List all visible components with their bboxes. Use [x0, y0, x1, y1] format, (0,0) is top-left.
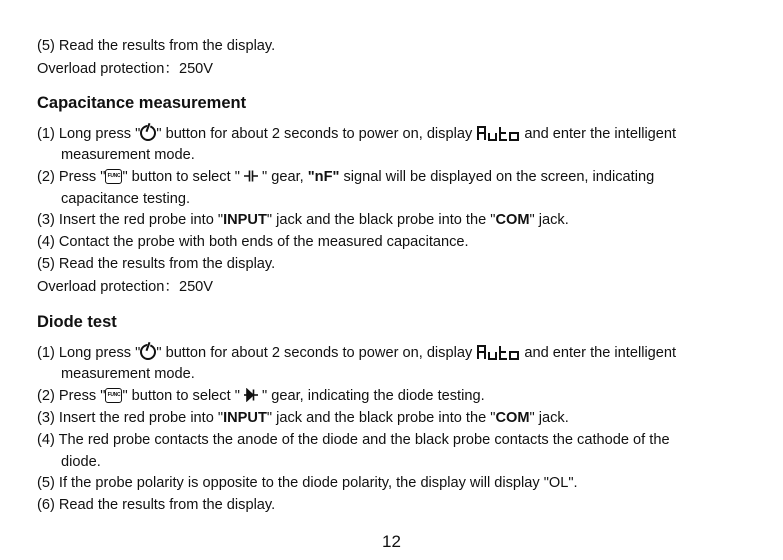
- cap-step-4: (4) Contact the probe with both ends of the measured capacitance.: [37, 234, 469, 250]
- com-jack: COM: [495, 410, 530, 426]
- diode-step-1-post: and enter the intelligent: [520, 345, 677, 361]
- capacitor-symbol-icon: [244, 169, 258, 183]
- overload-protection: Overload protection：250V: [37, 61, 214, 77]
- diode-step-2: [37, 386, 485, 406]
- cap-step-1-post: and enter the intelligent: [520, 126, 677, 142]
- cap-step-3: [37, 210, 569, 230]
- diode-step-2-pre: (2) Press ": [37, 388, 106, 404]
- diode-step-4: (4) The red probe contacts the anode of the diode and the black probe contacts the cathode of the: [37, 432, 670, 448]
- diode-step-5: (5) If the probe polarity is opposite to the diode polarity, the display will display "OL".: [37, 475, 578, 491]
- cap-overload-protection: Overload protection：250V: [37, 279, 214, 295]
- auto-lcd-display-icon: [476, 344, 520, 360]
- diode-step-6: (6) Read the results from the display.: [37, 497, 276, 513]
- cap-step-3-post: " jack.: [529, 212, 569, 228]
- diode-step-2-mid1: " button to select ": [122, 388, 244, 404]
- power-icon: [140, 125, 156, 141]
- diode-step-3-mid: " jack and the black probe into the ": [266, 410, 496, 426]
- diode-step-1-mid: " button for about 2 seconds to power on, display: [156, 345, 477, 361]
- input-jack: INPUT: [223, 410, 267, 426]
- diode-step-1-cont: measurement mode.: [61, 366, 195, 382]
- diode-heading: Diode test: [37, 313, 117, 331]
- diode-step-3-post: " jack.: [529, 410, 569, 426]
- diode-step-1-pre: (1) Long press ": [37, 345, 141, 361]
- diode-step-3-pre: (3) Insert the red probe into ": [37, 410, 224, 426]
- input-jack: INPUT: [223, 212, 267, 228]
- cap-step-2-pre: (2) Press ": [37, 169, 106, 185]
- nf-signal: "nF": [307, 169, 340, 185]
- diode-step-4-cont: diode.: [61, 454, 101, 470]
- cap-step-3-mid: " jack and the black probe into the ": [266, 212, 496, 228]
- cap-step-1-cont: measurement mode.: [61, 147, 195, 163]
- cap-step-2-mid2: " gear,: [257, 169, 308, 185]
- cap-step-1-mid: " button for about 2 seconds to power on, display: [156, 126, 477, 142]
- cap-step-2-cont: capacitance testing.: [61, 191, 190, 207]
- cap-step-2-post: signal will be displayed on the screen, indicating: [339, 169, 655, 185]
- cap-step-5: (5) Read the results from the display.: [37, 256, 276, 272]
- diode-symbol-icon: [244, 388, 258, 402]
- step-read-results: (5) Read the results from the display.: [37, 38, 276, 54]
- func-button-icon: FUNC: [105, 388, 122, 403]
- page-number: 12: [382, 532, 401, 551]
- cap-step-1: [37, 124, 676, 144]
- cap-step-2: [37, 167, 654, 187]
- cap-step-1-pre: (1) Long press ": [37, 126, 141, 142]
- cap-step-3-pre: (3) Insert the red probe into ": [37, 212, 224, 228]
- diode-step-1: [37, 343, 676, 363]
- func-button-icon: FUNC: [105, 169, 122, 184]
- auto-lcd-display-icon: [476, 125, 520, 141]
- com-jack: COM: [495, 212, 530, 228]
- capacitance-heading: Capacitance measurement: [37, 94, 247, 112]
- diode-step-3: [37, 408, 569, 428]
- cap-step-2-mid1: " button to select ": [122, 169, 244, 185]
- diode-step-2-post: " gear, indicating the diode testing.: [257, 388, 485, 404]
- power-icon: [140, 344, 156, 360]
